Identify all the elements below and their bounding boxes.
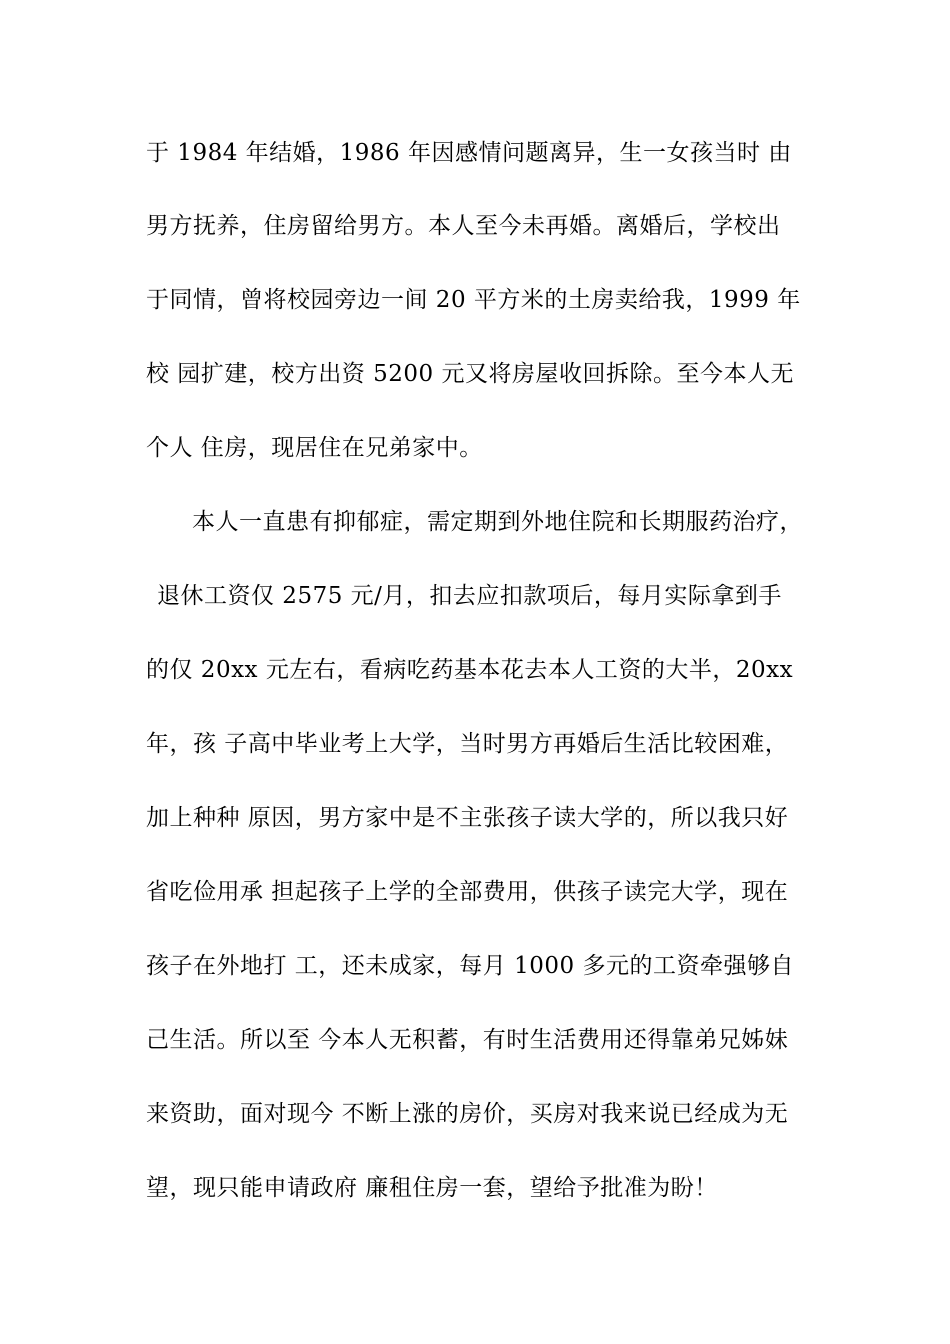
- text-line: 校 园扩建，校方出资 5200 元又将房屋收回拆除。至今本人无: [146, 361, 794, 387]
- text-line: 年，孩 子高中毕业考上大学，当时男方再婚后生活比较困难，: [146, 731, 789, 757]
- text-line: 省吃俭用承 担起孩子上学的全部费用，供孩子读完大学，现在: [146, 879, 789, 905]
- text-line: 己生活。所以至 今本人无积蓄，有时生活费用还得靠弟兄姊妹: [146, 1027, 789, 1053]
- text-line: 于 1984 年结婚，1986 年因感情问题离异，生一女孩当时 由: [146, 140, 792, 166]
- text-line: 退休工资仅 2575 元/月，扣去应扣款项后，每月实际拿到手: [157, 583, 782, 609]
- text-line: 的仅 20xx 元左右，看病吃药基本花去本人工资的大半，20xx: [146, 657, 794, 683]
- text-line: 男方抚养，住房留给男方。本人至今未再婚。离婚后，学校出: [146, 213, 781, 239]
- text-line: 来资助，面对现今 不断上涨的房价，买房对我来说已经成为无: [146, 1101, 789, 1127]
- text-line: 孩子在外地打 工，还未成家，每月 1000 多元的工资牵强够自: [146, 953, 794, 979]
- text-line: 于同情，曾将校园旁边一间 20 平方米的土房卖给我，1999 年: [146, 287, 801, 313]
- text-line: 望，现只能申请政府 廉租住房一套，望给予批准为盼！: [146, 1175, 718, 1201]
- text-line: 个人 住房，现居住在兄弟家中。: [146, 435, 483, 461]
- text-line: 加上种种 原因，男方家中是不主张孩子读大学的，所以我只好: [146, 805, 789, 831]
- paragraph-first-line: 本人一直患有抑郁症，需定期到外地住院和长期服药治疗，: [192, 509, 803, 535]
